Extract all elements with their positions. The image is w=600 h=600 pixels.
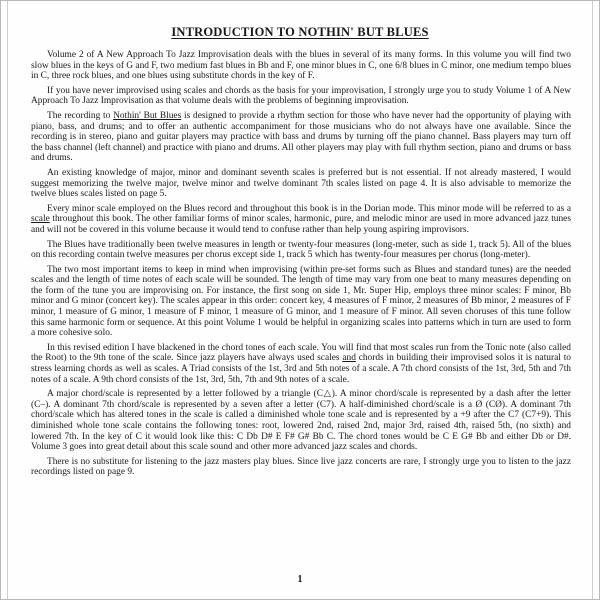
underlined-word-scale: scale: [31, 214, 50, 225]
paragraph-volume1-advice: If you have never improvised using scales and chords as the basis for your improvisation, I strongly urge you to study Volume 1 of A New Approach To Jazz Improvisation as that volume deals with the problems of beginning improvisation.: [31, 85, 571, 107]
page-number: 1: [297, 574, 303, 585]
paragraph-8-text-pre: In this revised edition I have blackened in the chord tones of each scale. You will find that most scales run from the Tonic note (also called the Root) to the 9th tone of the scale. Since jazz players have always used scales: [31, 342, 571, 364]
paragraph-5-text-pre: Every minor scale employed on the Blues record and throughout this book is in the Dorian mode. This minor mode will be referred to as a: [47, 203, 571, 214]
paragraph-improvising-items: The two most important items to keep in mind when improvising (within pre-set forms such as Blues and standard tunes) are the needed scales and the length of time notes of each scale will be sounded. The length of time may vary from one beat to many measures depending on the form of the tune you are improvising on. For instance, the first song on side 1, Mr. Super Hip, employs three minor scales: F minor, Bb minor and G minor (concert key). The scales appear in this order: concert key, 4 measures of F minor, 2 measures of Bb minor, 2 measures of F minor, 1 measure of G minor, 1 measure of F minor, 1 measure of G minor, and 1 measure of F minor. All seven choruses of this tune follow this same harmonic form or sequence. At this point Volume 1 would be helpful in organizing scales into patterns which in turn are used to form a more cohesive solo.: [31, 264, 571, 339]
page-title-text: INTRODUCTION TO NOTHIN' BUT BLUES: [171, 25, 429, 39]
paragraph-chord-symbols: A major chord/scale is represented by a letter followed by a triangle (C△). A minor chord/scale is represented by a dash after the letter (C–). A dominant 7th chord/scale is represented by a seven after a letter (C7). A half-diminished chord/scale is a Ø (CØ). A dominant 7th chord/scale which has altered tones in the scale is called a diminished whole tone scale and is represented by a +9 after the C7 (C7+9). This diminished whole tone scale contains the following tones: root, lowered 2nd, raised 2nd, major 3rd, raised 4th, raised 5th, (no sixth) and lowered 7th. In the key of C it would look like this: C Db D# E F# G# Bb C. The chord tones would be C E G# Bb and either Db or D#. Volume 3 goes into great detail about this scale sound and other more advanced jazz scales and chords.: [31, 389, 571, 453]
paragraph-dorian-mode: [31, 204, 571, 236]
paragraph-scales-knowledge: An existing knowledge of major, minor and dominant seventh scales is preferred but is not essential. If not already mastered, I would suggest memorizing the twelve major, twelve minor and twelve dominant 7th scales listed on page 4. It is also advisable to memorize the twelve blues scales listed on page 5.: [31, 167, 571, 200]
paragraph-5-text-post: throughout this book. The other familiar forms of minor scales, harmonic, pure, and melodic minor are used in more advanced jazz tunes and will not be covered in this volume because it would tend to confuse rather than help young aspiring improvisors.: [31, 214, 571, 235]
paragraph-blues-measures: The Blues have traditionally been twelve measures in length or twenty-four measures (long-meter, such as side 1, track 5). All of the blues on this recording contain twelve measures per chorus except side 1, track 5 which has twenty-four measures per chorus (long-meter).: [31, 239, 571, 261]
underlined-word-and: and: [342, 353, 356, 364]
paragraph-3-text-post: is designed to provide a rhythm section for those who have never had the opportunity of playing with piano, bass, and drums; and to offer an authentic accompaniment for those musicians who do not always have one available. Since the recording is in stereo, piano and guitar players may practice with bass and drums by turning off the piano channel. Bass players may turn off the bass channel (left channel) and practice with piano and drums. All other players may play with full rhythm section, piano and drums or bass and drums.: [31, 110, 571, 164]
underlined-phrase-nothin-but-blues: Nothin' But Blues: [113, 110, 182, 121]
paragraph-listening-advice: There is no substitute for listening to the jazz masters play blues. Since live jazz concerts are rare, I strongly urge you to listen to the jazz recordings listed on page 9.: [31, 456, 571, 478]
page-title: [31, 25, 569, 40]
scan-edge-right: [592, 1, 593, 599]
paragraph-8-text-post: chords in building their improvised solos it is natural to stress learning chords as well as scales. A Triad consists of the 1st, 3rd and 5th notes of a scale. A 7th chord consists of the 1st, 3rd, 5th and 7th notes of a scale. A 9th chord consists of the 1st, 3rd, 5th, 7th and 9th notes of a scale.: [31, 353, 571, 385]
paragraph-chord-tones: [31, 343, 571, 385]
paragraph-recording-purpose: [31, 111, 571, 164]
paragraph-volume-overview: Volume 2 of A New Approach To Jazz Improvisation deals with the blues in several of its many forms. In this volume you will find two slow blues in the keys of G and F, two medium fast blues in Bb and F, one minor blues in C, one 6/8 blues in C minor, one medium tempo blues in C, three rock blues, and one blues using substitute chords in the key of F.: [31, 50, 571, 82]
paragraph-3-text-pre: The recording to: [47, 110, 114, 121]
scan-edge-left: [7, 1, 8, 599]
document-body: [31, 50, 571, 478]
